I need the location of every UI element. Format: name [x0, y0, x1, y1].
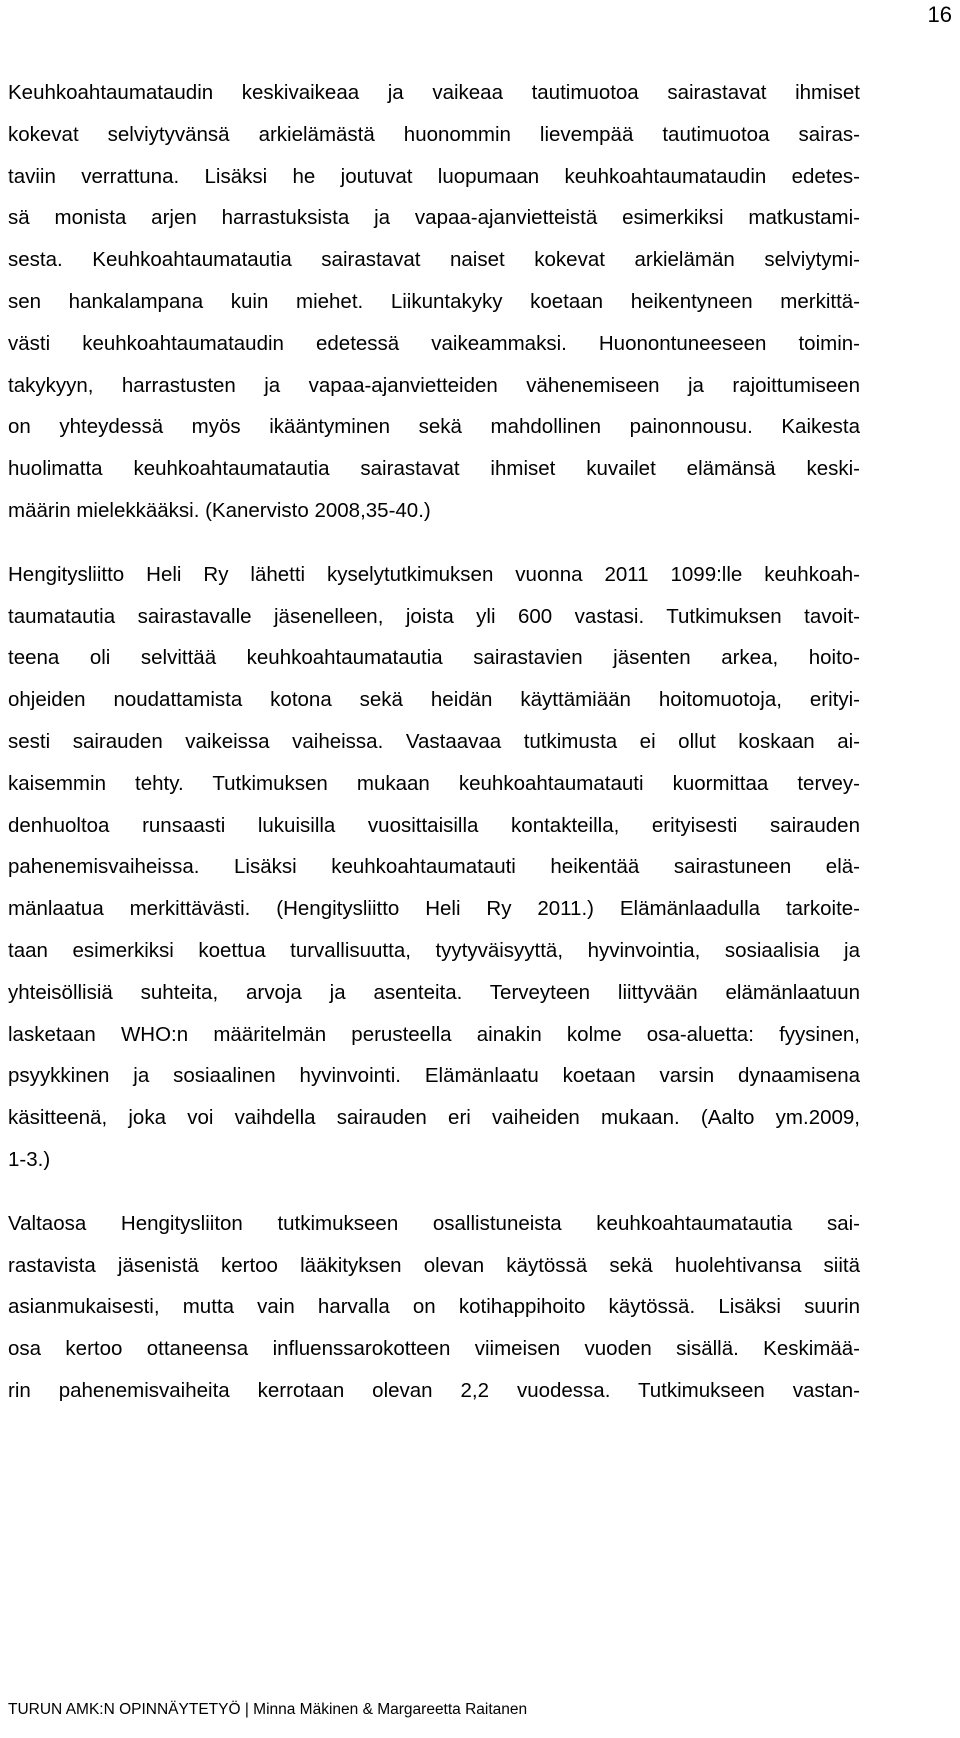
- text-line: 1-3.): [8, 1147, 51, 1171]
- text-line: käsitteenä, joka voi vaihdella sairauden eri vaiheiden mukaan. (Aalto ym.2009,: [8, 1106, 860, 1130]
- text-line: psyykkinen ja sosiaalinen hyvinvointi. Elämänlaatu koetaan varsin dynaamisena: [8, 1064, 860, 1088]
- text-line: kaisemmin tehty. Tutkimuksen mukaan keuhkoahtaumatauti kuormittaa tervey-: [8, 771, 860, 795]
- text-line: rastavista jäsenistä kertoo lääkityksen olevan käytössä sekä huolehtivansa siitä: [8, 1253, 860, 1277]
- text-line: määrin mielekkääksi. (Kanervisto 2008,35-40.): [8, 498, 431, 522]
- page-number: 16: [927, 2, 952, 27]
- text-line: sesti sairauden vaikeissa vaiheissa. Vastaavaa tutkimusta ei ollut koskaan ai-: [8, 729, 860, 753]
- paragraph-2: [8, 554, 860, 1181]
- text-line: taviin verrattuna. Lisäksi he joutuvat luopumaan keuhkoahtaumataudin edetes-: [8, 164, 860, 188]
- text-line: huolimatta keuhkoahtaumatautia sairastavat ihmiset kuvailet elämänsä keski-: [8, 457, 860, 481]
- paragraph-3: [8, 1203, 860, 1412]
- text-line: pahenemisvaiheissa. Lisäksi keuhkoahtaumatauti heikentää sairastuneen elä-: [8, 855, 860, 879]
- text-line: taan esimerkiksi koettua turvallisuutta, tyytyväisyyttä, hyvinvointia, sosiaalisia ja: [8, 938, 860, 962]
- text-line: mänlaatua merkittävästi. (Hengitysliitto Heli Ry 2011.) Elämänlaadulla tarkoite-: [8, 897, 860, 921]
- text-line: yhteisöllisiä suhteita, arvoja ja asenteita. Terveyteen liittyvään elämänlaatuun: [8, 980, 860, 1004]
- text-line: osa kertoo ottaneensa influenssarokotteen viimeisen vuoden sisällä. Keskimää-: [8, 1337, 860, 1361]
- text-line: Valtaosa Hengitysliiton tutkimukseen osallistuneista keuhkoahtaumatautia sai-: [8, 1211, 860, 1235]
- text-line: sen hankalampana kuin miehet. Liikuntakyky koetaan heikentyneen merkittä-: [8, 289, 860, 313]
- paragraph-1: [8, 72, 860, 532]
- text-line: Keuhkoahtaumataudin keskivaikeaa ja vaikeaa tautimuotoa sairastavat ihmiset: [8, 81, 860, 104]
- text-line: sä monista arjen harrastuksista ja vapaa-ajanvietteistä esimerkiksi matkustami-: [8, 206, 860, 230]
- text-line: västi keuhkoahtaumataudin edetessä vaikeammaksi. Huonontuneeseen toimin-: [8, 331, 860, 355]
- text-line: Hengitysliitto Heli Ry lähetti kyselytutkimuksen vuonna 2011 1099:lle keuhkoah-: [8, 562, 860, 586]
- text-line: sesta. Keuhkoahtaumatautia sairastavat naiset kokevat arkielämän selviytymi-: [8, 248, 860, 272]
- text-line: denhuoltoa runsaasti lukuisilla vuosittaisilla kontakteilla, erityisesti sairauden: [8, 813, 860, 837]
- text-line: takykyyn, harrastusten ja vapaa-ajanvietteiden vähenemiseen ja rajoittumiseen: [8, 373, 860, 397]
- document-body: [8, 72, 860, 1412]
- text-line: kokevat selviytyvänsä arkielämästä huonommin lievempää tautimuotoa sairas-: [8, 122, 860, 146]
- text-line: asianmukaisesti, mutta vain harvalla on kotihappihoito käytössä. Lisäksi suurin: [8, 1295, 860, 1319]
- text-line: on yhteydessä myös ikääntyminen sekä mahdollinen painonnousu. Kaikesta: [8, 415, 860, 439]
- page-footer: TURUN AMK:N OPINNÄYTETYÖ | Minna Mäkinen & Margareetta Raitanen: [8, 1701, 528, 1718]
- text-line: ohjeiden noudattamista kotona sekä heidän käyttämiään hoitomuotoja, erityi-: [8, 688, 860, 712]
- text-line: taumatautia sairastavalle jäsenelleen, joista yli 600 vastasi. Tutkimuksen tavoit-: [8, 604, 860, 628]
- text-line: lasketaan WHO:n määritelmän perusteella ainakin kolme osa-aluetta: fyysinen,: [8, 1022, 860, 1046]
- text-line: rin pahenemisvaiheita kerrotaan olevan 2,2 vuodessa. Tutkimukseen vastan-: [8, 1378, 860, 1402]
- text-line: teena oli selvittää keuhkoahtaumatautia sairastavien jäsenten arkea, hoito-: [8, 646, 860, 670]
